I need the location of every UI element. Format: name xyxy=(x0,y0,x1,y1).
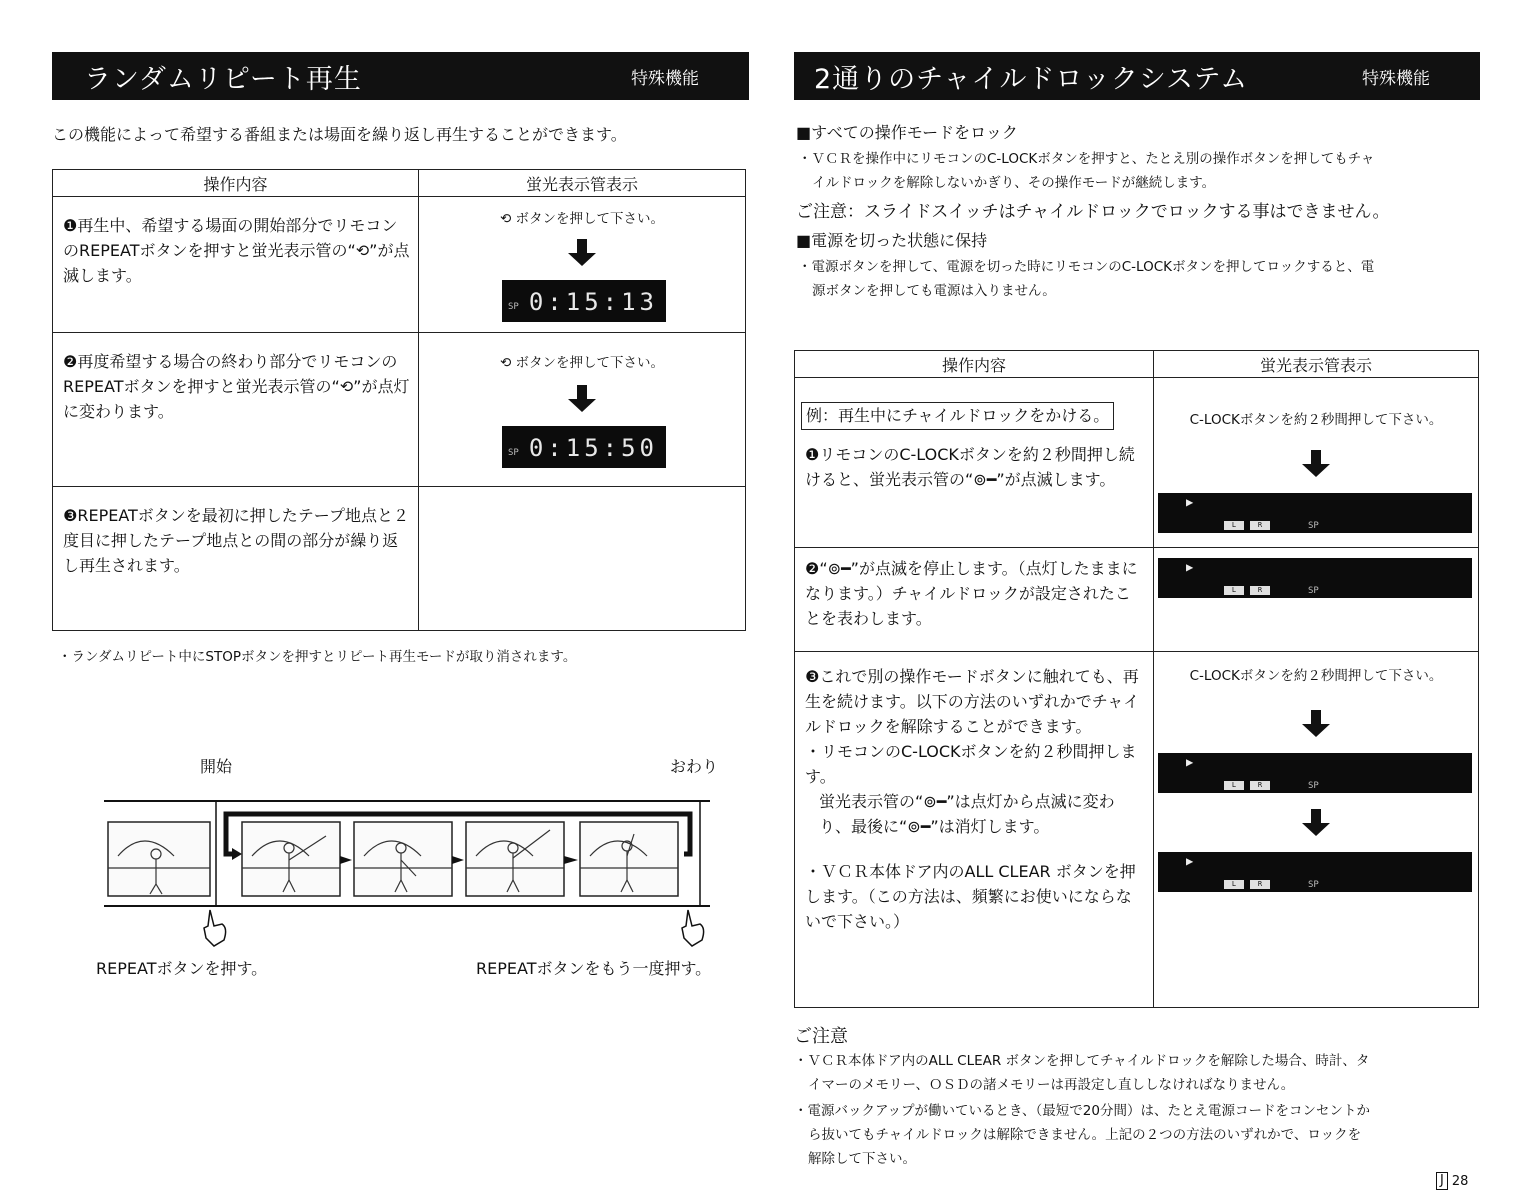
section-power-off-body-2: 源ボタンを押しても電源は入りません。 xyxy=(812,283,1056,299)
mode-sp: SP xyxy=(1308,781,1319,791)
right-row-3 xyxy=(795,652,1154,1008)
caution-slide-switch: ご注意：スライドスイッチはチャイルドロックでロックする事はできません。 xyxy=(796,202,1390,222)
right-page-title: 2通りのチャイルドロックシステム xyxy=(814,63,1249,95)
diagram-end-label: おわり xyxy=(670,757,719,776)
left-row-1 xyxy=(53,197,419,333)
section-power-off-body-1: ・電源ボタンを押して、電源を切った時にリモコンのC-LOCKボタンを押してロックすると、電 xyxy=(798,259,1375,275)
left-row-1-instruction: ⟲ ボタンを押して下さい。 xyxy=(499,211,665,227)
channel-r: R xyxy=(1250,880,1270,889)
page-footer xyxy=(1436,1172,1468,1190)
right-feature-tag: 特殊機能 xyxy=(1362,68,1430,89)
left-row-1-time: 0:15:13 xyxy=(528,288,658,316)
right-row-3-text-a: ❸これで別の操作モードボタンに触れても、再生を続けます。以下の方法のいずれかでチャイルドロックを解除することができます。 xyxy=(805,667,1140,736)
play-icon: ▶ xyxy=(1186,495,1194,509)
right-row-3-text-b: ・リモコンのC-LOCKボタンを約２秒間押します。 xyxy=(805,742,1137,786)
mode-sp: SP xyxy=(1308,880,1319,890)
left-row-2 xyxy=(53,333,419,487)
right-col-operation: 操作内容 xyxy=(795,351,1154,378)
left-row-2-time: 0:15:50 xyxy=(528,434,658,462)
right-row-1-fluorescent-display xyxy=(1158,493,1472,533)
channel-r: R xyxy=(1250,586,1270,595)
left-row-2-mode: SP xyxy=(508,448,519,458)
left-title-banner xyxy=(52,52,749,100)
left-stop-note: ・ランダムリピート中にSTOPボタンを押すとリピート再生モードが取り消されます。 xyxy=(58,649,577,665)
right-row-3-display-cell xyxy=(1154,652,1479,1008)
section-power-off-heading: ■電源を切った状態に保持 xyxy=(796,231,988,250)
channel-l: L xyxy=(1224,880,1244,889)
left-row-2-text: ❷再度希望する場合の終わり部分でリモコンのREPEATボタンを押すと蛍光表示管の“⟲”が点灯に変わります。 xyxy=(63,352,410,421)
left-operation-table xyxy=(52,169,746,631)
diagram-press-first: REPEATボタンを押す。 xyxy=(96,959,268,978)
right-row-3-fluorescent-display-a xyxy=(1158,753,1472,793)
note-2-line-3: 解除して下さい。 xyxy=(808,1151,916,1167)
left-feature-tag: 特殊機能 xyxy=(631,68,699,89)
left-row-2-fluorescent-display xyxy=(502,426,666,468)
note-2-line-2: ら抜いてもチャイルドロックは解除できません。上記の２つの方法のいずれかで、ロックを xyxy=(808,1127,1362,1143)
diagram-press-again: REPEATボタンをもう一度押す。 xyxy=(476,959,712,978)
arrow-down-icon xyxy=(1154,710,1478,737)
right-operation-table xyxy=(794,350,1479,1008)
note-2-line-1: ・電源バックアップが働いているとき、（最短で20分間）は、たとえ電源コードをコンセントか xyxy=(794,1103,1370,1119)
left-col-display: 蛍光表示管表示 xyxy=(419,170,746,197)
note-1-line-1: ・ＶＣＲ本体ドア内のALL CLEAR ボタンを押してチャイルドロックを解除した場合、時計、タ xyxy=(794,1053,1370,1069)
right-row-2-text: ❷“⊚━”が点滅を停止します。（点灯したままになります。）チャイルドロックが設定されたことを表わします。 xyxy=(805,559,1138,628)
left-page-title: ランダムリピート再生 xyxy=(84,63,362,95)
left-row-1-mode: SP xyxy=(508,302,519,312)
play-icon: ▶ xyxy=(1186,560,1194,574)
channel-l: L xyxy=(1224,521,1244,530)
channel-r: R xyxy=(1250,521,1270,530)
left-intro: この機能によって希望する番組または場面を繰り返し再生することができます。 xyxy=(52,125,627,144)
pointing-hand-icon xyxy=(678,908,708,948)
page-number: 28 xyxy=(1451,1173,1469,1189)
right-row-1 xyxy=(795,378,1154,548)
right-row-3-text-c: 蛍光表示管の“⊚━”は点灯から点滅に変わり、最後に“⊚━”は消灯します。 xyxy=(819,792,1115,836)
right-row-1-display-cell xyxy=(1154,378,1479,548)
arrow-down-icon xyxy=(419,385,745,412)
tape-frames-diagram xyxy=(104,796,714,946)
section-all-modes-heading: ■すべての操作モードをロック xyxy=(796,123,1018,142)
left-row-2-instruction: ⟲ ボタンを押して下さい。 xyxy=(499,355,665,371)
left-row-3-text: ❸REPEATボタンを最初に押したテープ地点と２度目に押したテープ地点との間の部分が繰り返し再生されます。 xyxy=(63,506,410,575)
left-row-2-display-cell xyxy=(419,333,746,487)
play-icon: ▶ xyxy=(1186,755,1194,769)
diagram-start-label: 開始 xyxy=(200,757,233,776)
arrow-down-icon xyxy=(1154,809,1478,836)
channel-l: L xyxy=(1224,781,1244,790)
left-row-1-text: ❶再生中、希望する場面の開始部分でリモコンのREPEATボタンを押すと蛍光表示管の“⟲”が点滅します。 xyxy=(63,216,410,285)
right-row-3-text-d: ・ＶＣＲ本体ドア内のALL CLEAR ボタンを押します。（この方法は、頻繁にお使いにならないで下さい。） xyxy=(805,862,1136,931)
right-row-2 xyxy=(795,548,1154,652)
right-row-3-instruction: C-LOCKボタンを約２秒間押して下さい。 xyxy=(1189,668,1443,684)
left-col-operation: 操作内容 xyxy=(53,170,419,197)
section-all-modes-body-2: イルドロックを解除しないかぎり、その操作モードが継続します。 xyxy=(812,175,1216,191)
right-title-banner xyxy=(794,52,1480,100)
right-col-display: 蛍光表示管表示 xyxy=(1154,351,1479,378)
section-all-modes-body-1: ・ＶＣＲを操作中にリモコンのC-LOCKボタンを押すと、たとえ別の操作ボタンを押してもチャ xyxy=(798,151,1375,167)
play-icon: ▶ xyxy=(1186,854,1194,868)
left-row-1-fluorescent-display xyxy=(502,280,666,322)
left-row-3-display-cell xyxy=(419,487,746,631)
right-example-box: 例：再生中にチャイルドロックをかける。 xyxy=(801,402,1114,430)
mode-sp: SP xyxy=(1308,521,1319,531)
right-row-1-text: ❶リモコンのC-LOCKボタンを約２秒間押し続けると、蛍光表示管の“⊚━”が点滅します。 xyxy=(805,445,1135,489)
pointing-hand-icon xyxy=(200,908,230,948)
arrow-down-icon xyxy=(419,239,745,266)
right-row-2-fluorescent-display xyxy=(1158,558,1472,598)
right-row-1-instruction: C-LOCKボタンを約２秒間押して下さい。 xyxy=(1189,412,1443,428)
channel-r: R xyxy=(1250,781,1270,790)
right-row-2-display-cell xyxy=(1154,548,1479,652)
right-row-3-fluorescent-display-b xyxy=(1158,852,1472,892)
arrow-down-icon xyxy=(1154,450,1478,477)
page-marker: J xyxy=(1436,1172,1448,1190)
channel-l: L xyxy=(1224,586,1244,595)
left-row-1-display-cell xyxy=(419,197,746,333)
notes-heading: ご注意 xyxy=(794,1026,848,1047)
left-row-3 xyxy=(53,487,419,631)
note-1-line-2: イマーのメモリー、ＯＳＤの諸メモリーは再設定し直ししなければなりません。 xyxy=(808,1077,1295,1093)
mode-sp: SP xyxy=(1308,586,1319,596)
